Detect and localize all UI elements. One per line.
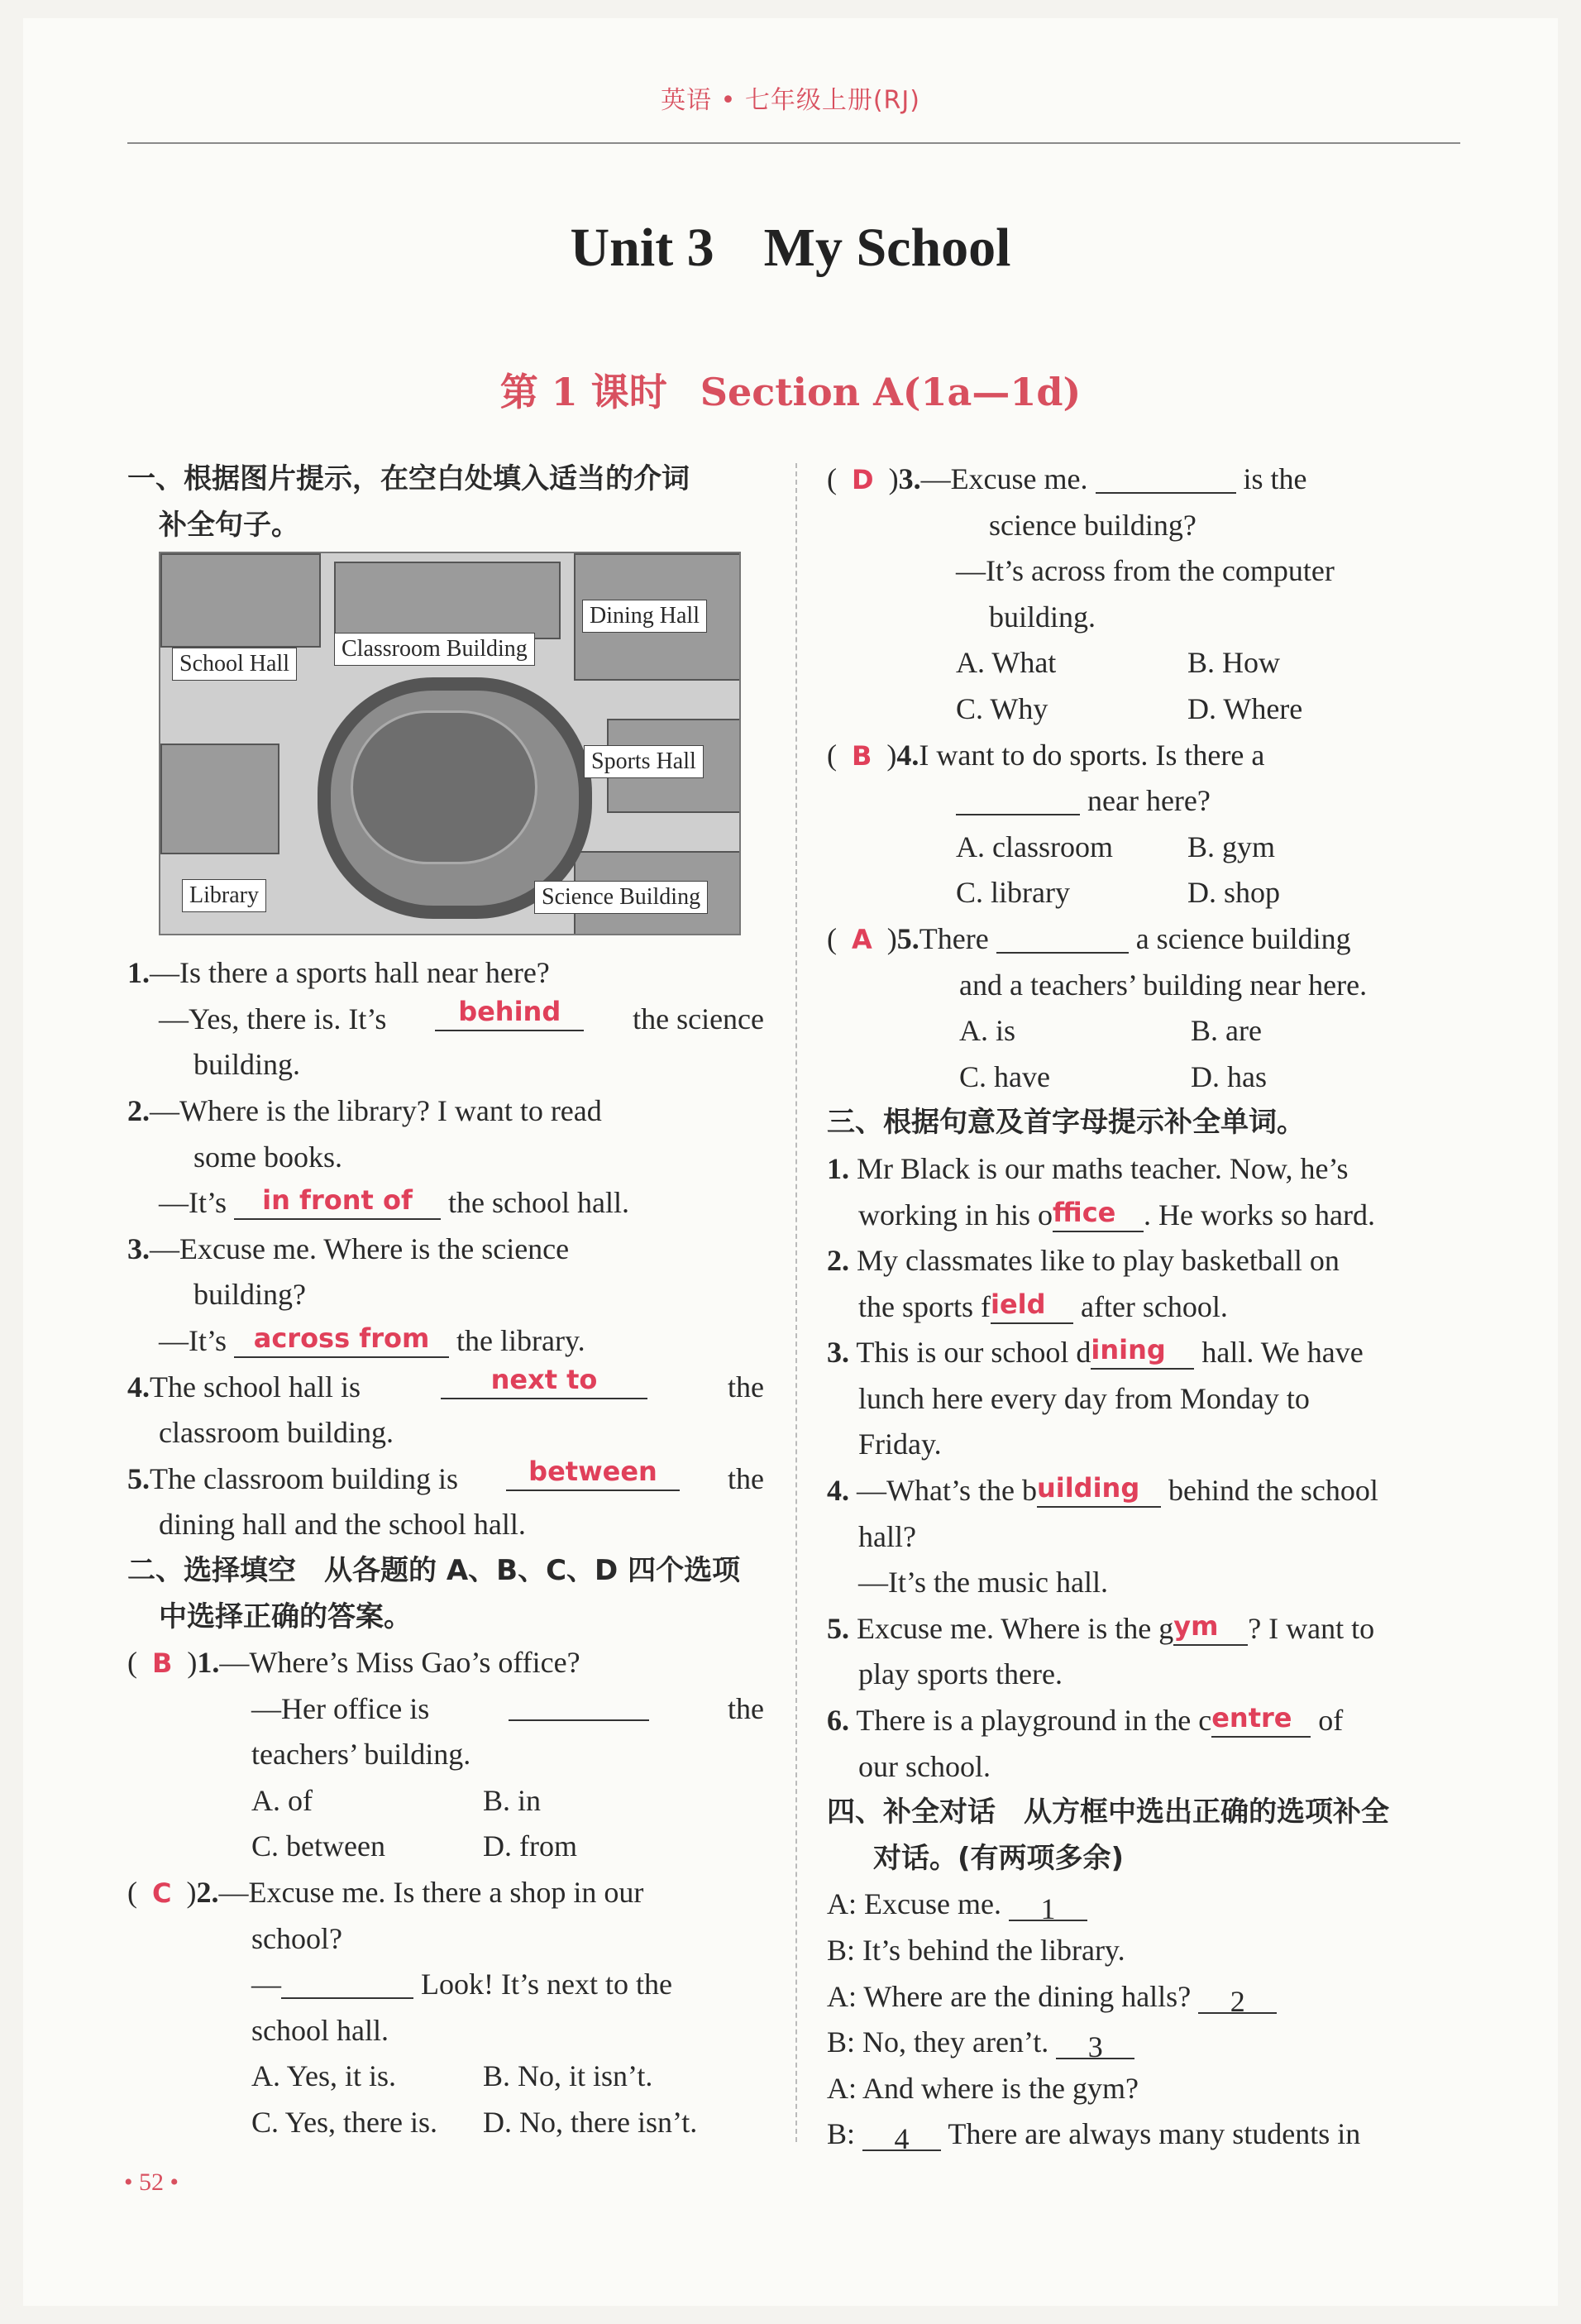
header-rule	[127, 142, 1460, 144]
school-map-figure	[159, 552, 741, 935]
p3-q3-line1: 3. This is our school dining hall. We have	[827, 1334, 1364, 1370]
dialog-text-after: There are always many students in	[948, 2117, 1361, 2151]
p1-q1-line2: —Yes, there is. It’s behind the science	[159, 995, 764, 1035]
p2-q1-line1: ( B )1.—Where’s Miss Gao’s office?	[127, 1646, 580, 1680]
dialog-line	[827, 2020, 1464, 2066]
p1-q1-line1: 1.—Is there a sports hall near here?	[127, 956, 550, 990]
p1-q2-line1: 2.—Where is the library? I want to read	[127, 1093, 602, 1127]
p3-q5-line1: 5. Excuse me. Where is the gym ? I want to	[827, 1609, 1375, 1645]
p3-q3-answer: ining	[1091, 1334, 1166, 1366]
p2-q2-line4: school hall.	[251, 2013, 389, 2047]
dialog-blank[interactable]: 4	[862, 2116, 941, 2151]
p1-q1-answer: behind	[458, 995, 561, 1027]
section-label: Section A(1a—1d)	[700, 370, 1082, 414]
p2-q5-line1: ( A )5.There a science building	[827, 916, 1464, 963]
unit-name: My School	[763, 218, 1011, 278]
part2-heading: 二、选择填空 从各题的 A、B、C、D 四个选项	[127, 1553, 741, 1587]
p3-q2-line1: 2. My classmates like to play basketball on	[827, 1244, 1340, 1278]
dialog-line	[827, 1882, 1464, 1928]
p2-q5-answer: A	[852, 923, 872, 955]
dialog-line	[827, 2066, 1464, 2112]
p3-q1-line1: 1. Mr Black is our maths teacher. Now, he’s	[827, 1151, 1349, 1185]
p2-q2-answer: C	[152, 1877, 172, 1910]
map-label-school-hall: School Hall	[172, 648, 297, 681]
p3-q4-line2: hall?	[858, 1519, 916, 1553]
p3-q6-line1: 6. There is a playground in the centre of	[827, 1702, 1344, 1738]
p3-q5-line2: play sports there.	[858, 1657, 1063, 1691]
p2-q3-options-cd: C. Why D. Where	[956, 691, 1303, 725]
p2-q1-options-ab: A. of B. in	[251, 1783, 542, 1817]
p2-q5-options-cd: C. have D. has	[959, 1059, 1267, 1093]
p1-q4-line2: classroom building.	[159, 1416, 394, 1450]
map-label-sports-hall: Sports Hall	[584, 745, 704, 778]
p2-q4-options-ab: A. classroom B. gym	[956, 830, 1276, 863]
p1-q1-line3: building.	[193, 1048, 301, 1082]
map-label-classroom-building: Classroom Building	[334, 633, 535, 666]
sports-field	[351, 710, 537, 864]
p2-q3-options-ab: A. What B. How	[956, 646, 1281, 680]
running-header: 英语 • 七年级上册(RJ)	[661, 86, 920, 115]
dialog-speaker-text: A: Excuse me.	[827, 1887, 1001, 1921]
p1-q5-line1: 5.The classroom building is between the	[127, 1455, 764, 1495]
p2-q4-line2: near here?	[827, 778, 1464, 825]
p3-q6-answer: entre	[1211, 1702, 1292, 1734]
unit-number: Unit 3	[570, 218, 714, 278]
map-label-dining-hall: Dining Hall	[582, 600, 707, 633]
p1-q5-answer: between	[528, 1455, 657, 1487]
p3-q4-answer: uilding	[1036, 1472, 1140, 1504]
library-shape	[160, 744, 279, 854]
p2-q3-answer: D	[852, 464, 874, 495]
p1-q2-line2: some books.	[193, 1140, 342, 1174]
section-title	[0, 362, 1581, 417]
p3-q6-line2: our school.	[858, 1749, 991, 1783]
p2-q2-options-ab: A. Yes, it is. B. No, it isn’t.	[251, 2059, 653, 2093]
unit-title	[0, 217, 1581, 280]
p1-q5-line2: dining hall and the school hall.	[159, 1508, 526, 1542]
dialog-blank[interactable]: 3	[1056, 2025, 1134, 2059]
p3-q4-line1: 4. —What’s the building behind the school	[827, 1472, 1378, 1508]
p2-q5-options-ab: A. is B. are	[959, 1014, 1262, 1048]
dialog-blank[interactable]: 2	[1198, 1979, 1277, 2014]
p2-q1-line3: teachers’ building.	[251, 1738, 471, 1772]
p2-q4-line1: ( B )4.I want to do sports. Is there a	[827, 738, 1265, 772]
p2-q1-answer: B	[152, 1647, 173, 1680]
part2-heading-cont: 中选择正确的答案。	[159, 1600, 412, 1633]
p3-q4-line3: —It’s the music hall.	[858, 1566, 1108, 1600]
p2-q4-options-cd: C. library D. shop	[956, 876, 1281, 910]
p1-q4-answer: next to	[490, 1363, 598, 1395]
p1-q3-line3: —It’s across from the library.	[159, 1322, 585, 1357]
part4-heading: 四、补全对话 从方框中选出正确的选项补全	[827, 1796, 1389, 1829]
dialog-block	[827, 1882, 1464, 2158]
p2-q3-line2: science building?	[989, 508, 1196, 542]
p1-q2-line3: —It’s in front of the school hall.	[159, 1184, 629, 1220]
part1-heading: 一、根据图片提示，在空白处填入适当的介词	[127, 462, 690, 495]
page-number: • 52 •	[124, 2169, 179, 2196]
p1-q4-line1: 4.The school hall is next to the	[127, 1363, 764, 1403]
dialog-blank[interactable]: 1	[1009, 1886, 1087, 1921]
p2-q2-line1: ( C )2.—Excuse me. Is there a shop in our	[127, 1876, 644, 1910]
part3-heading: 三、根据句意及首字母提示补全单词。	[827, 1106, 1305, 1140]
p1-q2-answer: in front of	[262, 1184, 413, 1217]
column-divider	[795, 463, 797, 2142]
p3-q1-answer: ffice	[1053, 1196, 1116, 1228]
p2-q3-line4: building.	[989, 600, 1096, 634]
dialog-speaker-text: B: It’s behind the library.	[827, 1934, 1125, 1967]
p1-q3-line2: building?	[193, 1278, 306, 1312]
p1-q3-line1: 3.—Excuse me. Where is the science	[127, 1231, 570, 1265]
p2-q1-line2: —Her office is the	[127, 1686, 764, 1733]
p3-q2-line2: the sports field after school.	[858, 1288, 1228, 1323]
p2-q2-line3: — Look! It’s next to the	[127, 1962, 764, 2008]
dialog-speaker-text: A: And where is the gym?	[827, 2071, 1139, 2105]
left-column	[127, 457, 764, 2146]
p2-q3-line1: ( D )3.—Excuse me. is the	[827, 457, 1464, 503]
part1-heading-cont: 补全句子。	[159, 508, 299, 542]
p3-q5-answer: ym	[1173, 1609, 1219, 1642]
p2-q3-line3: —It’s across from the computer	[956, 554, 1335, 588]
right-column	[827, 457, 1464, 2158]
p2-q5-line2: and a teachers’ building near here.	[959, 968, 1368, 1002]
dialog-line	[827, 1974, 1464, 2020]
dialog-speaker-text: B: No, they aren’t.	[827, 2025, 1049, 2059]
p3-q1-line2: working in his office . He works so hard.	[858, 1196, 1375, 1231]
school-hall-building	[160, 553, 321, 648]
part4-heading-cont: 对话。(有两项多余)	[873, 1841, 1125, 1875]
p1-q3-answer: across from	[253, 1322, 430, 1354]
p2-q4-answer: B	[852, 739, 872, 772]
p2-q2-options-cd: C. Yes, there is. D. No, there isn’t.	[251, 2106, 698, 2140]
map-label-library: Library	[182, 879, 266, 912]
dialog-speaker-text: B:	[827, 2117, 856, 2151]
p2-q1-options-cd: C. between D. from	[251, 1829, 577, 1863]
dialog-line	[827, 1928, 1464, 1974]
p3-q3-line3: Friday.	[858, 1427, 942, 1461]
dialog-line	[827, 2111, 1464, 2158]
classroom-building-shape	[334, 562, 561, 639]
lesson-label: 第 1 课时	[499, 370, 667, 414]
p2-q2-line2: school?	[251, 1921, 342, 1955]
map-label-science-building: Science Building	[534, 881, 708, 914]
dialog-speaker-text: A: Where are the dining halls?	[827, 1979, 1192, 2013]
p3-q2-answer: ield	[990, 1288, 1046, 1320]
p3-q3-line2: lunch here every day from Monday to	[858, 1381, 1310, 1415]
